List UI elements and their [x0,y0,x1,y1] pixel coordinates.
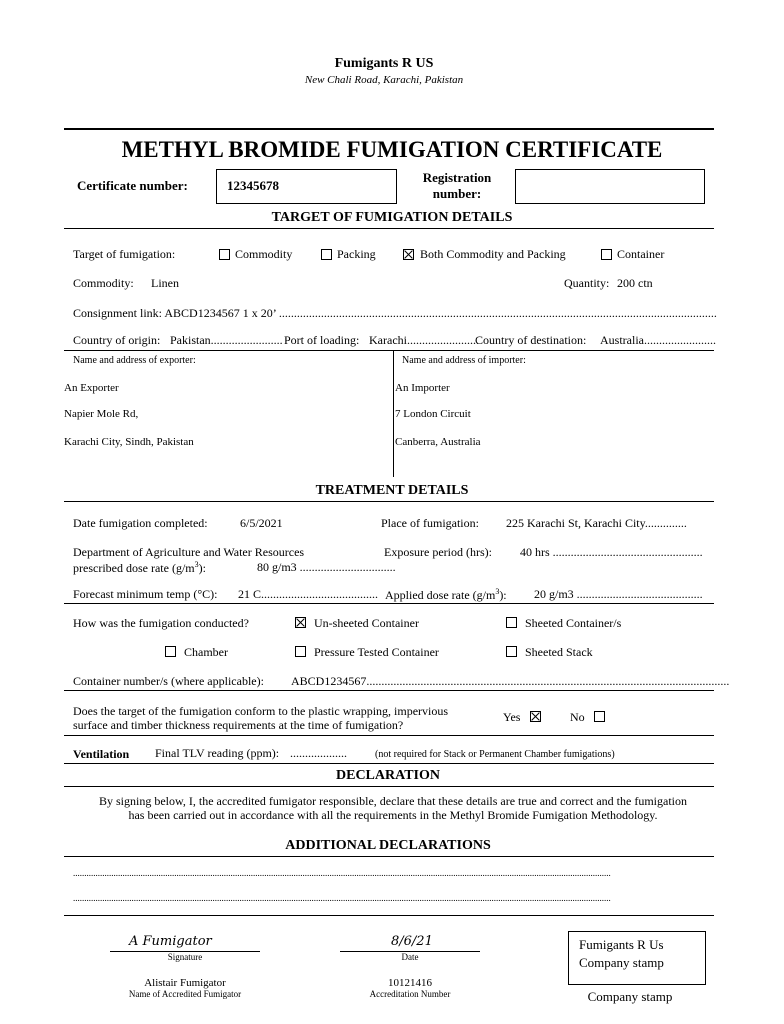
yes-label: Yes [503,710,521,724]
importer-label: Name and address of importer: [402,355,526,366]
both-checkbox[interactable] [403,249,414,260]
stamp-line1: Fumigants R Us [579,937,664,952]
additional-bottom-rule [64,915,714,916]
certificate-number-label: Certificate number: [77,178,188,193]
destination-value-row [600,333,716,348]
accreditation-caption: Accreditation Number [369,989,451,999]
temp-rule [64,603,714,604]
quantity-label: Quantity: [564,276,610,290]
conform-line2: surface and timber thickness requirements at the time of fumigation? [73,718,404,732]
loading-label: Port of loading: [284,333,360,347]
fumigator-name: Alistair Fumigator [144,977,226,989]
place-value: 225 Karachi St, Karachi City [506,516,645,530]
declaration-heading: DECLARATION [336,768,440,783]
origin-value: Pakistan [170,333,211,347]
chamber-checkbox[interactable] [165,646,176,657]
company-name: Fumigants R US [334,56,434,71]
place-label: Place of fumigation: [381,516,479,530]
exporter-address1: Napier Mole Rd, [64,408,139,420]
exposure-row [520,545,704,560]
importer-address1: 7 London Circuit [395,408,471,420]
fumigator-signature: A Fumigator [129,934,212,949]
place-dots: .............. [644,516,687,530]
registration-label-line2: number: [432,186,482,201]
conform-rule [64,735,714,736]
company-stamp-box [568,931,706,985]
registration-label-line1: Registration [422,170,492,185]
commodity-value: Linen [151,276,179,290]
sheeted-container-checkbox[interactable] [506,617,517,628]
company-stamp-caption: Company stamp [587,989,673,1004]
pressure-tested-checkbox[interactable] [295,646,306,657]
accreditation-number: 10121416 [388,977,432,989]
destination-dots: ........................ [644,333,716,347]
consignment-dots: .................................................................................................................................................. [278,306,717,320]
sheeted-stack-label: Sheeted Stack [525,645,593,659]
container-option-label: Container [617,247,665,261]
pressure-tested-label: Pressure Tested Container [314,645,439,659]
container-number-value: ABCD1234567 [291,674,367,688]
consignment-row [73,306,717,321]
chamber-label: Chamber [184,645,228,659]
company-address: New Chali Road, Karachi, Pakistan [304,74,464,86]
additional-dots-1: ............................................................................................................................................................................................................................................... [73,868,611,878]
conform-line1: Does the target of the fumigation conform to the plastic wrapping, impervious [73,704,449,718]
commodity-checkbox[interactable] [219,249,230,260]
certificate-number-value: 12345678 [227,178,279,193]
applied-label-b: ): [499,588,507,602]
loading-value: Karachi [369,333,407,347]
loading-value-row [369,333,479,348]
origin-dots: ........................ [210,333,283,347]
packing-checkbox[interactable] [321,249,332,260]
signature-caption: Signature [167,952,203,962]
prescribed-dots: ................................ [299,560,396,574]
conducted-label: How was the fumigation conducted? [73,616,249,630]
commodity-label: Commodity: [73,276,134,290]
consignment-value: ABCD1234567 1 x 20’ [164,306,276,320]
temp-row [238,587,379,602]
additional-dots-2: ............................................................................................................................................................................................................................................... [73,893,611,903]
certificate-title: METHYL BROMIDE FUMIGATION CERTIFICATE [121,137,663,162]
container-checkbox[interactable] [601,249,612,260]
applied-row [534,587,704,602]
temp-dots: ....................................... [261,587,379,601]
importer-name: An Importer [395,382,450,394]
no-checkbox[interactable] [594,711,605,722]
exporter-label: Name and address of exporter: [73,355,196,366]
unsheeted-container-label: Un-sheeted Container [314,616,419,630]
declaration-rule [64,786,714,787]
date-value: 6/5/2021 [240,516,283,530]
exporter-name: An Exporter [64,382,119,394]
prescribed-row [257,560,396,575]
date-caption: Date [401,952,419,962]
consignment-label: Consignment link: [73,306,163,320]
temp-label: Forecast minimum temp (°C): [73,587,218,601]
dept-line2-a: prescribed dose rate (g/m [73,561,195,575]
target-heading: TARGET OF FUMIGATION DETAILS [271,210,513,225]
registration-number-box [515,169,705,204]
exporter-address2: Karachi City, Sindh, Pakistan [64,436,194,448]
container-rule [64,690,714,691]
header-rule [64,128,714,130]
container-number-row [291,674,730,689]
loading-dots: ........................ [406,333,479,347]
treatment-heading: TREATMENT DETAILS [315,483,469,498]
dept-line1: Department of Agriculture and Water Resources [73,545,305,559]
dept-line2 [73,560,206,576]
tlv-dots: ................... [290,746,347,760]
applied-sup: 3 [495,587,500,596]
dept-line2-b: ): [198,561,206,575]
packing-option-label: Packing [337,247,376,261]
applied-label-a: Applied dose rate (g/m [385,588,496,602]
temp-value: 21 C [238,587,262,601]
ventilation-label: Ventilation [73,747,130,761]
stamp-line2: Company stamp [579,955,664,970]
exposure-value: 40 hrs [520,545,550,559]
container-number-label: Container number/s (where applicable): [73,674,264,688]
declaration-line1: By signing below, I, the accredited fumigator responsible, declare that these details are true and correct and the fumigation [98,794,687,808]
place-value-row [506,516,704,531]
unsheeted-container-checkbox[interactable] [295,617,306,628]
destination-label: Country of destination: [475,333,587,347]
parties-top-rule [64,350,714,351]
tlv-label: Final TLV reading (ppm): [155,746,280,760]
applied-value: 20 g/m3 [534,587,574,601]
no-label: No [570,710,585,724]
origin-value-row [170,333,283,348]
importer-address2: Canberra, Australia [395,436,481,448]
fumigator-name-caption: Name of Accredited Fumigator [128,989,242,999]
parties-divider [393,351,394,477]
certificate-number-box [216,169,397,204]
additional-heading: ADDITIONAL DECLARATIONS [285,838,491,853]
exposure-dots: .................................................. [552,545,703,559]
target-rule [64,228,714,229]
registration-label [407,170,507,202]
applied-dots: .......................................... [576,587,703,601]
sheeted-container-label: Sheeted Container/s [525,616,622,630]
signed-date: 8/6/21 [391,934,433,949]
commodity-option-label: Commodity [235,247,293,261]
origin-label: Country of origin: [73,333,161,347]
exposure-label: Exposure period (hrs): [384,545,492,559]
declaration-line2: has been carried out in accordance with all the requirements in the Methyl Bromide Fumigation Methodology. [128,808,658,822]
sheeted-stack-checkbox[interactable] [506,646,517,657]
date-label: Date fumigation completed: [73,516,208,530]
destination-value: Australia [600,333,644,347]
tlv-note: (not required for Stack or Permanent Chamber fumigations) [375,749,615,760]
applied-label [385,587,507,603]
prescribed-value: 80 g/m3 [257,560,297,574]
container-number-dots: ......................................................................................................................... [366,674,730,688]
target-label: Target of fumigation: [73,247,176,261]
both-option-label: Both Commodity and Packing [420,247,566,261]
additional-rule [64,856,714,857]
treatment-rule [64,501,714,502]
ventilation-rule [64,763,714,764]
yes-checkbox[interactable] [530,711,541,722]
quantity-value: 200 ctn [617,276,653,290]
dept-sup: 3 [194,560,199,569]
